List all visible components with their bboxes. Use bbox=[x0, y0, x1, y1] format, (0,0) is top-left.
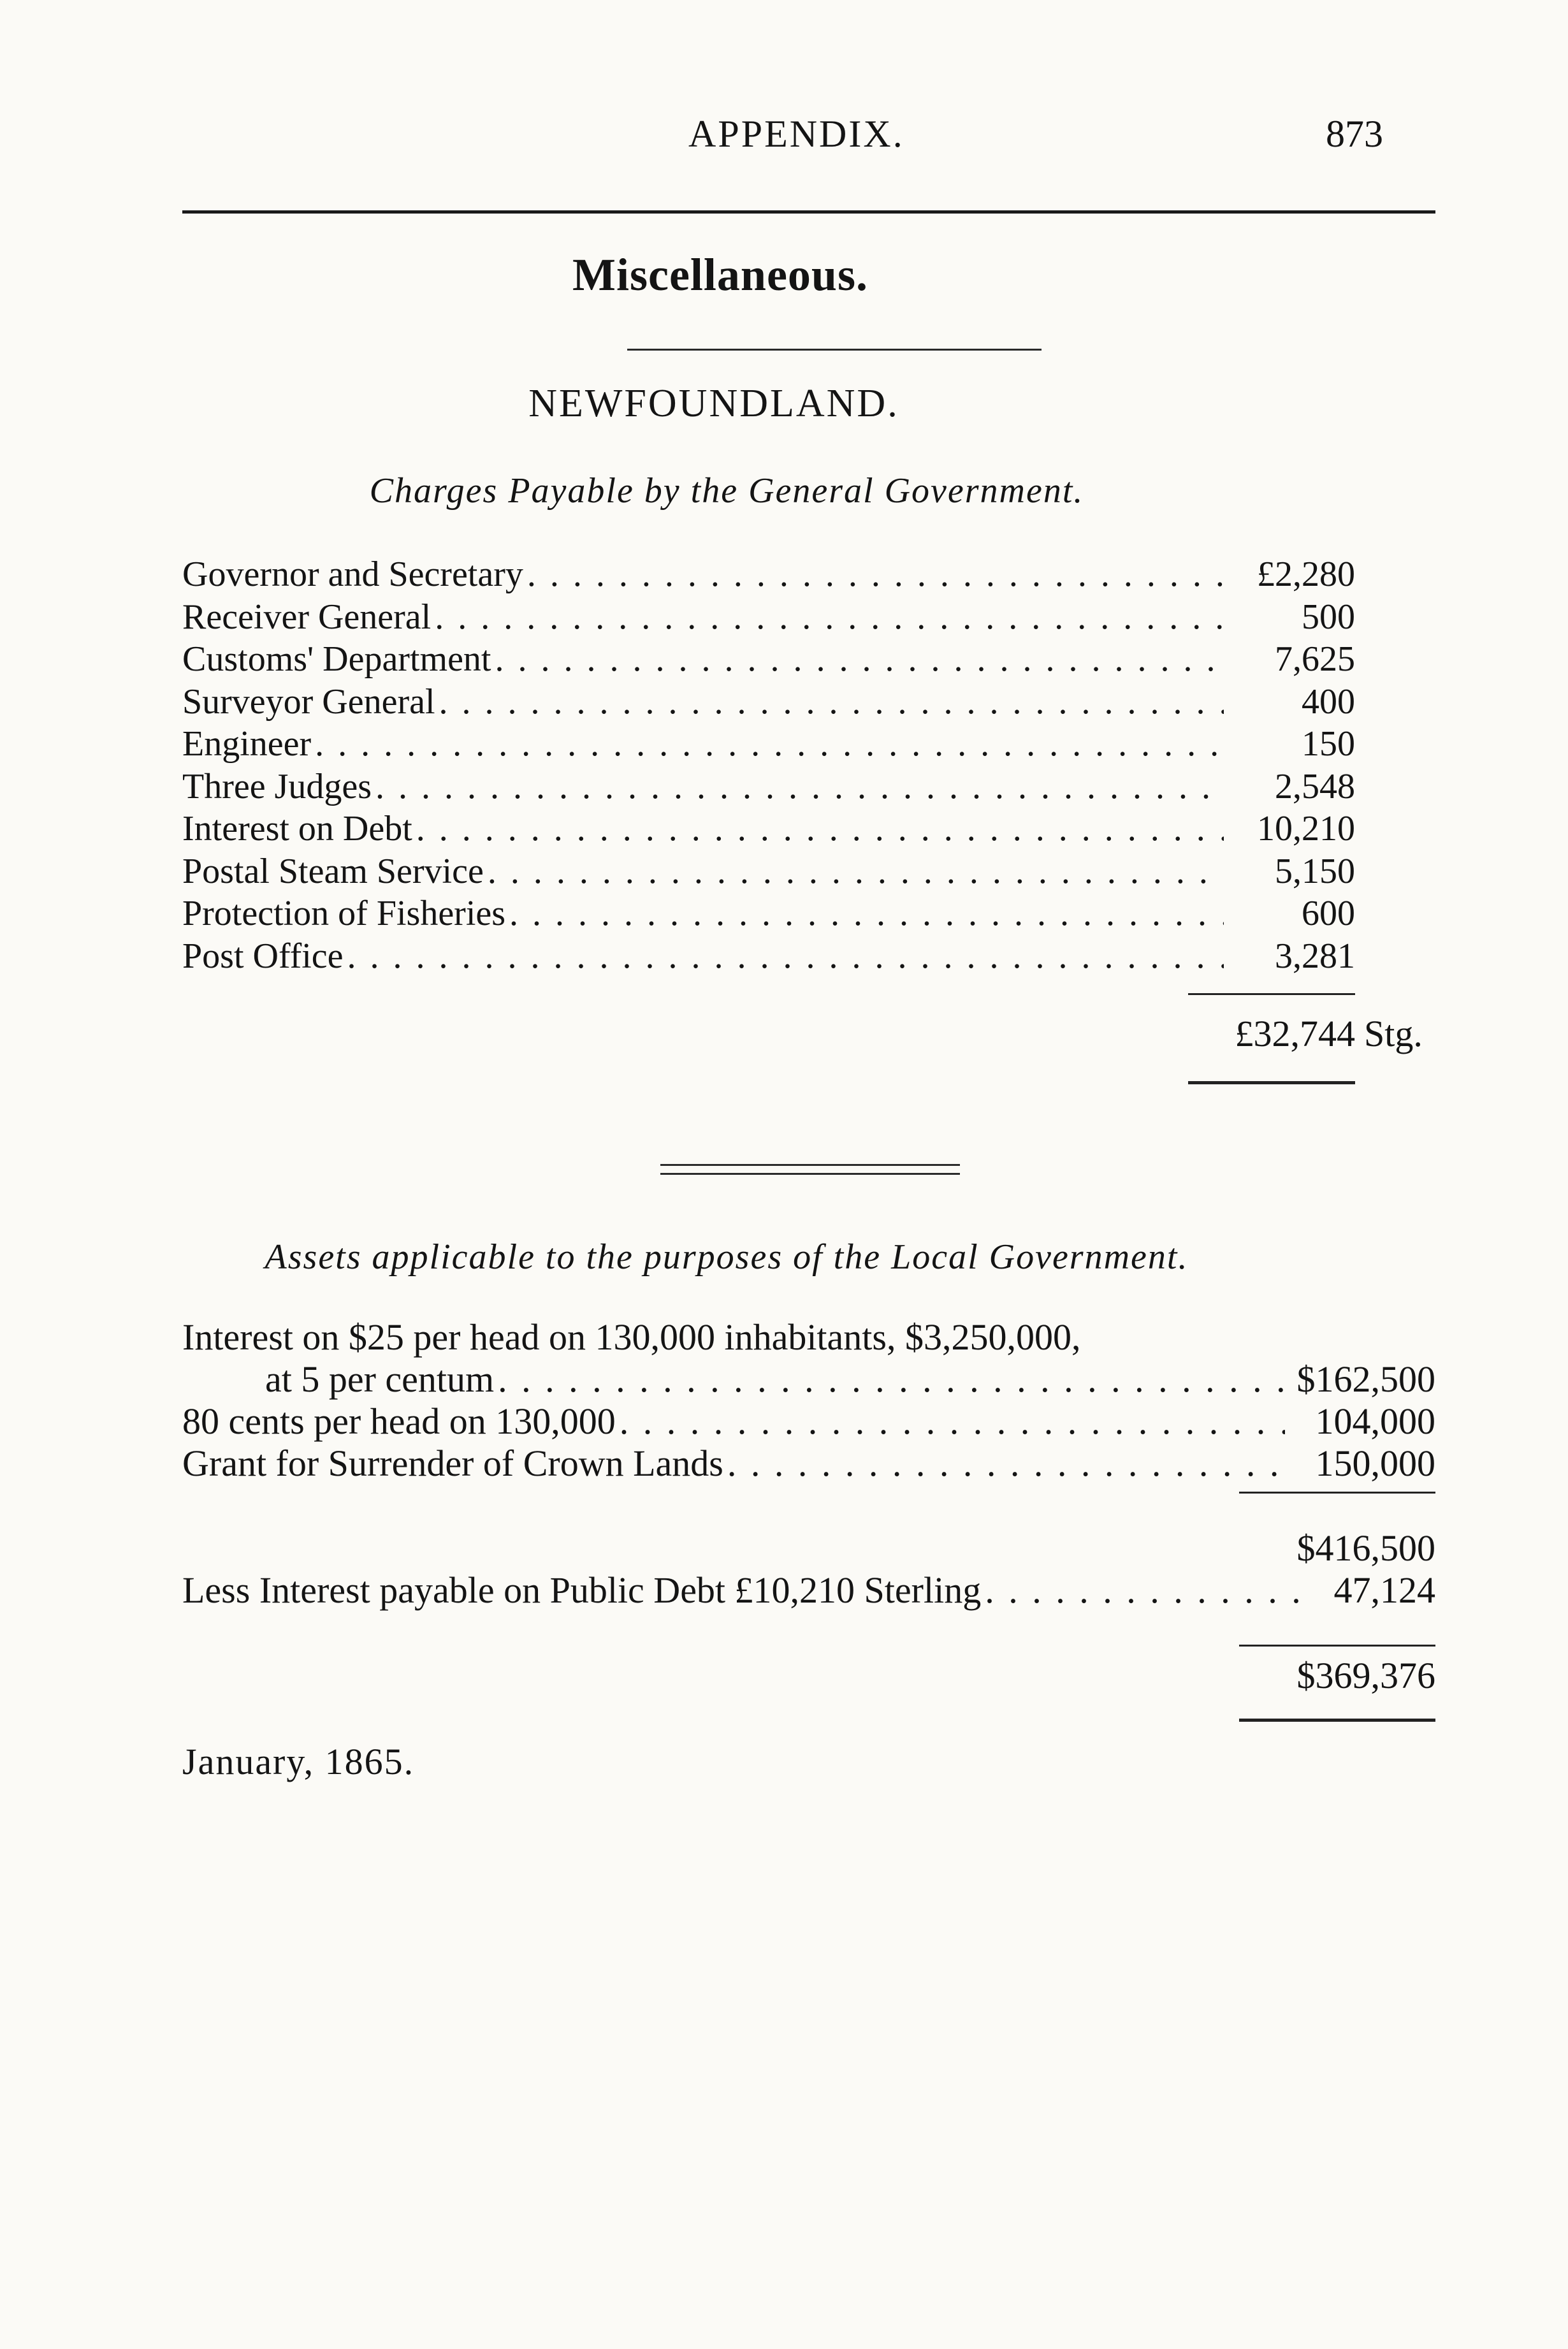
leader-dots bbox=[347, 935, 1224, 978]
charge-amount: 3,281 bbox=[1275, 936, 1355, 976]
section-divider bbox=[660, 1173, 960, 1175]
asset-label: at 5 per centum bbox=[265, 1358, 495, 1400]
charge-label: Interest on Debt bbox=[182, 809, 412, 848]
leader-dots bbox=[488, 850, 1224, 893]
asset-label: Interest on $25 per head on 130,000 inhabitants, $3,250,000, bbox=[182, 1316, 1081, 1358]
asset-label: Grant for Surrender of Crown Lands bbox=[182, 1443, 723, 1484]
leader-dots bbox=[985, 1569, 1304, 1611]
asset-amount: $162,500 bbox=[1296, 1358, 1435, 1400]
assets-table bbox=[182, 1316, 1435, 1485]
leader-dots bbox=[509, 892, 1224, 935]
charge-row bbox=[182, 808, 1355, 850]
leader-dots bbox=[620, 1400, 1285, 1443]
charge-label: Post Office bbox=[182, 936, 344, 976]
total-rule bbox=[1239, 1645, 1435, 1647]
charge-amount: 400 bbox=[1302, 681, 1355, 722]
assets-title: Assets applicable to the purposes of the Local Government. bbox=[265, 1237, 1189, 1277]
charges-title: Charges Payable by the General Government. bbox=[369, 471, 1084, 511]
charge-amount: 2,548 bbox=[1275, 766, 1355, 806]
charge-amount: £2,280 bbox=[1257, 555, 1355, 594]
asset-row bbox=[182, 1316, 1435, 1358]
charge-row bbox=[182, 892, 1355, 935]
charge-row bbox=[182, 935, 1355, 978]
leader-dots bbox=[498, 1358, 1285, 1400]
charge-row bbox=[182, 723, 1355, 766]
running-head: APPENDIX. bbox=[688, 113, 904, 155]
assets-subtotal: $416,500 bbox=[1296, 1527, 1435, 1569]
leader-dots bbox=[375, 766, 1224, 808]
charge-label: Engineer bbox=[182, 724, 312, 764]
total-underline bbox=[1239, 1719, 1435, 1722]
asset-row bbox=[182, 1358, 1435, 1400]
charges-table bbox=[182, 553, 1355, 977]
page-number: 873 bbox=[1326, 113, 1383, 155]
section-divider bbox=[660, 1164, 960, 1166]
asset-row bbox=[182, 1400, 1435, 1443]
charge-amount: 5,150 bbox=[1275, 851, 1355, 891]
charge-label: Surveyor General bbox=[182, 681, 435, 722]
leader-dots bbox=[527, 553, 1224, 596]
charge-label: Protection of Fisheries bbox=[182, 894, 506, 933]
charge-row bbox=[182, 553, 1355, 596]
charge-row bbox=[182, 638, 1355, 681]
asset-row bbox=[182, 1443, 1435, 1485]
charge-row bbox=[182, 766, 1355, 808]
charge-row bbox=[182, 681, 1355, 724]
charge-label: Postal Steam Service bbox=[182, 851, 484, 891]
less-row bbox=[182, 1569, 1435, 1611]
charge-label: Receiver General bbox=[182, 597, 432, 637]
charge-amount: 600 bbox=[1302, 894, 1355, 933]
charge-row bbox=[182, 596, 1355, 639]
charges-total-suffix: Stg. bbox=[1364, 1013, 1423, 1054]
asset-amount: 150,000 bbox=[1315, 1443, 1435, 1484]
total-underline bbox=[1188, 1081, 1355, 1084]
section-title: Miscellaneous. bbox=[572, 249, 868, 300]
charge-label: Governor and Secretary bbox=[182, 555, 523, 594]
date-line: January, 1865. bbox=[182, 1741, 415, 1782]
leader-dots bbox=[416, 808, 1224, 850]
charges-total: £32,744 bbox=[1235, 1013, 1355, 1054]
leader-dots bbox=[495, 638, 1224, 681]
charge-amount: 150 bbox=[1302, 724, 1355, 764]
charge-amount: 7,625 bbox=[1275, 639, 1355, 679]
leader-dots bbox=[435, 596, 1224, 639]
less-label: Less Interest payable on Public Debt £10,210 Sterling bbox=[182, 1569, 982, 1611]
subtotal-rule bbox=[1239, 1492, 1435, 1494]
leader-dots bbox=[439, 681, 1224, 724]
title-divider bbox=[627, 349, 1042, 351]
less-amount: 47,124 bbox=[1333, 1569, 1435, 1611]
leader-dots bbox=[315, 723, 1224, 766]
header-rule bbox=[182, 210, 1435, 214]
leader-dots bbox=[727, 1443, 1285, 1485]
charge-amount: 500 bbox=[1302, 597, 1355, 637]
asset-label: 80 cents per head on 130,000 bbox=[182, 1400, 616, 1442]
assets-total: $369,376 bbox=[1296, 1655, 1435, 1696]
charge-row bbox=[182, 850, 1355, 893]
charge-amount: 10,210 bbox=[1257, 809, 1355, 848]
colony-heading: NEWFOUNDLAND. bbox=[528, 382, 899, 425]
charge-label: Three Judges bbox=[182, 766, 372, 806]
total-rule bbox=[1188, 993, 1355, 995]
asset-amount: 104,000 bbox=[1315, 1400, 1435, 1442]
charge-label: Customs' Department bbox=[182, 639, 491, 679]
